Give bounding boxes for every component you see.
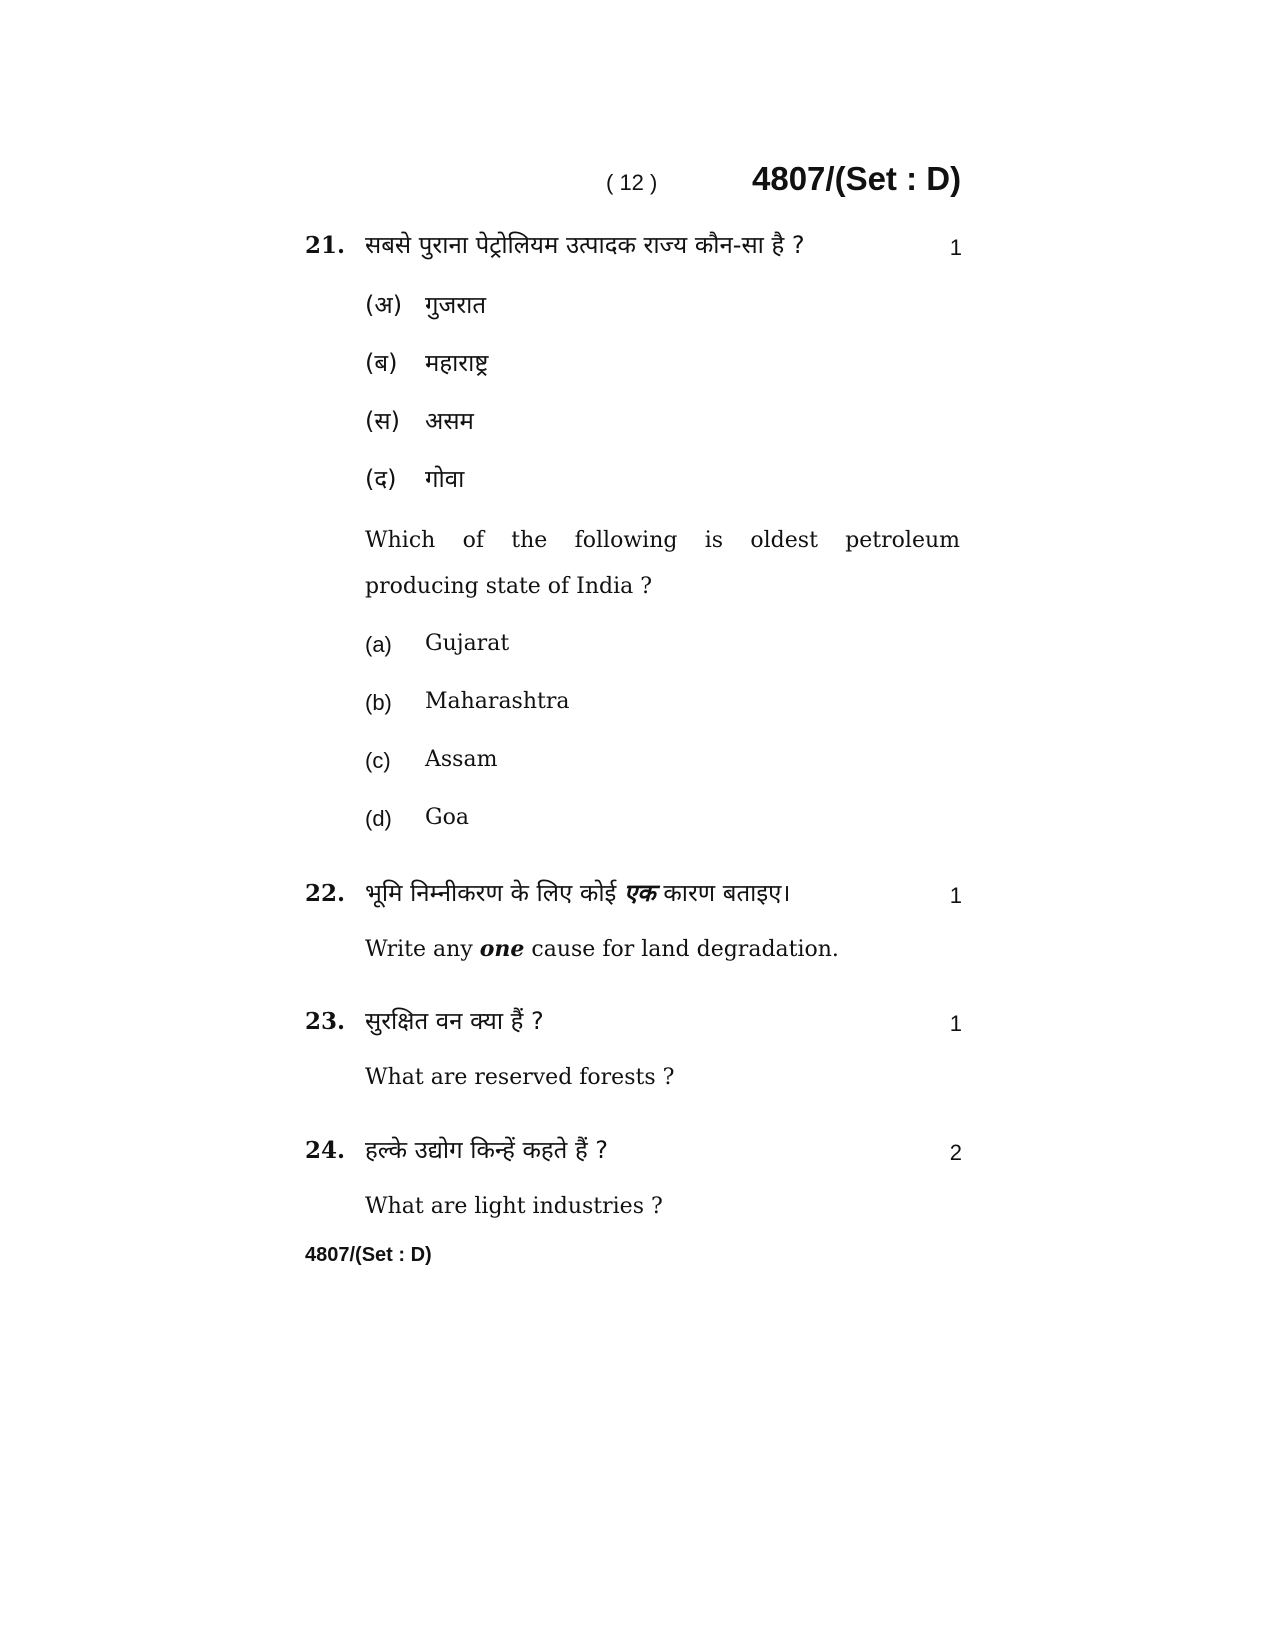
english-text-after: cause for land degradation. [524,937,839,962]
question-text-english-continued: producing state of India ? [365,574,653,599]
question-number: 22. [305,880,346,907]
question-marks: 1 [949,1011,962,1036]
question-text-english: What are reserved forests ? [365,1065,675,1090]
paper-code-header: 4807/(Set : D) [752,160,962,197]
hindi-text-after: कारण बताइए। [655,879,791,907]
option-text: Goa [425,805,469,830]
question-number: 21. [305,232,346,259]
question-marks: 1 [949,883,962,908]
emphasis-word: one [479,936,525,962]
option-label: (c) [365,748,391,773]
option-text: Assam [425,747,498,772]
question-text-english [365,936,839,962]
option-text: असम [425,407,474,435]
question-text-hindi: सुरक्षित वन क्या हैं ? [365,1007,544,1035]
paper-code-footer: 4807/(Set : D) [305,1244,432,1266]
english-text-before: Write any [365,937,480,962]
question-marks: 1 [949,235,962,260]
option-text: गोवा [425,465,465,493]
option-text: महाराष्ट्र [425,349,489,377]
option-text: Gujarat [425,631,510,656]
hindi-text-before: भूमि निम्नीकरण के लिए कोई [365,879,624,907]
page-number: ( 12 ) [606,170,658,195]
question-text-english: Which of the following is oldest petroleum [365,528,960,553]
option-label: (द) [365,465,397,493]
question-text-hindi [365,876,791,909]
question-text-english: What are light industries ? [365,1194,663,1219]
question-number: 24. [305,1137,346,1164]
question-text-hindi: सबसे पुराना पेट्रोलियम उत्पादक राज्य कौन-सा है ? [365,231,805,259]
option-text: गुजरात [425,291,487,319]
option-label: (अ) [365,291,403,319]
option-text: Maharashtra [425,689,570,714]
option-label: (d) [365,806,392,831]
option-label: (स) [365,407,400,435]
question-text-hindi: हल्के उद्योग किन्हें कहते हैं ? [365,1136,609,1164]
option-label: (b) [365,690,392,715]
question-number: 23. [305,1008,346,1035]
question-marks: 2 [949,1140,962,1165]
emphasis-word: एक [623,879,656,907]
option-label: (a) [365,632,392,657]
option-label: (ब) [365,349,398,377]
